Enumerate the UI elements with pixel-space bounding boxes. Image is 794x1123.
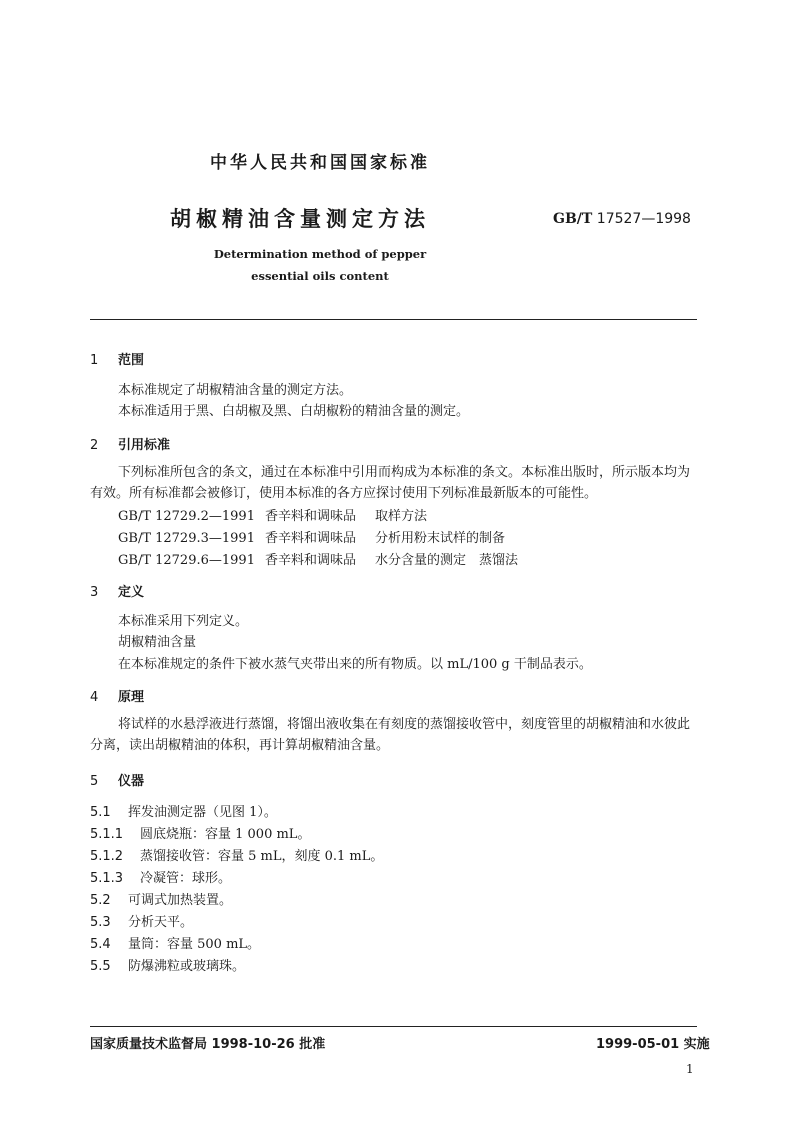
page-number: 1	[686, 1062, 694, 1076]
apparatus-item: 5.5 防爆沸粒或玻璃珠。	[90, 959, 246, 974]
apparatus-item: 5.1.2 蒸馏接收管：容量 5 mL，刻度 0.1 mL。	[90, 849, 384, 864]
reference-row: GB/T 12729.6—1991 香辛料和调味品 水分含量的测定 蒸馏法	[118, 553, 519, 568]
standard-code-prefix: GB/T	[553, 211, 593, 227]
approval-statement: 国家质量技术监督局 1998-10-26 批准	[90, 1037, 326, 1052]
document-title-cn: 胡椒精油含量测定方法	[170, 207, 430, 231]
apparatus-item: 5.1.3 冷凝管：球形。	[90, 871, 232, 886]
reference-row: GB/T 12729.2—1991 香辛料和调味品 取样方法	[118, 509, 428, 524]
standard-code	[553, 211, 691, 227]
section-2-paragraph-1: 下列标准所包含的条文，通过在本标准中引用而构成为本标准的条文。本标准出版时，所示版本均为有效。所有标准都会被修订，使用本标准的各方应探讨使用下列标准最新版本的可能性。	[90, 465, 691, 501]
section-1-heading: 1 范围	[90, 353, 145, 368]
reference-row: GB/T 12729.3—1991 香辛料和调味品 分析用粉末试样的制备	[118, 531, 506, 546]
footer-divider	[90, 1026, 697, 1027]
apparatus-item: 5.2 可调式加热装置。	[90, 893, 233, 908]
standard-code-number: 17527—1998	[596, 211, 691, 227]
section-4-paragraph-1: 将试样的水悬浮液进行蒸馏，将馏出液收集在有刻度的蒸馏接收管中，刻度管里的胡椒精油和水彼此分离，读出胡椒精油的体积，再计算胡椒精油含量。	[90, 717, 691, 753]
national-standard-heading: 中华人民共和国国家标准	[210, 153, 430, 173]
header-divider	[90, 319, 697, 320]
section-3-paragraph-1: 本标准采用下列定义。	[118, 614, 249, 629]
effective-date: 1999-05-01 实施	[596, 1037, 710, 1052]
term-definition: 在本标准规定的条件下被水蒸气夹带出来的所有物质。以 mL/100 g 干制品表示。	[118, 657, 592, 672]
section-4-heading: 4 原理	[90, 690, 145, 705]
section-2-heading: 2 引用标准	[90, 438, 171, 453]
document-title-en-line1: Determination method of pepper	[213, 247, 427, 261]
apparatus-item: 5.1 挥发油测定器（见图 1）。	[90, 805, 277, 820]
section-1-paragraph-1: 本标准规定了胡椒精油含量的测定方法。	[118, 383, 353, 398]
apparatus-item: 5.3 分析天平。	[90, 915, 194, 930]
apparatus-item: 5.4 量筒：容量 500 mL。	[90, 937, 261, 952]
section-3-heading: 3 定义	[90, 585, 145, 600]
document-title-en-line2: essential oils content	[251, 269, 389, 283]
section-1-paragraph-2: 本标准适用于黑、白胡椒及黑、白胡椒粉的精油含量的测定。	[118, 404, 470, 419]
section-5-heading: 5 仪器	[90, 774, 145, 789]
term-name: 胡椒精油含量	[118, 635, 197, 650]
apparatus-item: 5.1.1 圆底烧瓶：容量 1 000 mL。	[90, 827, 311, 842]
